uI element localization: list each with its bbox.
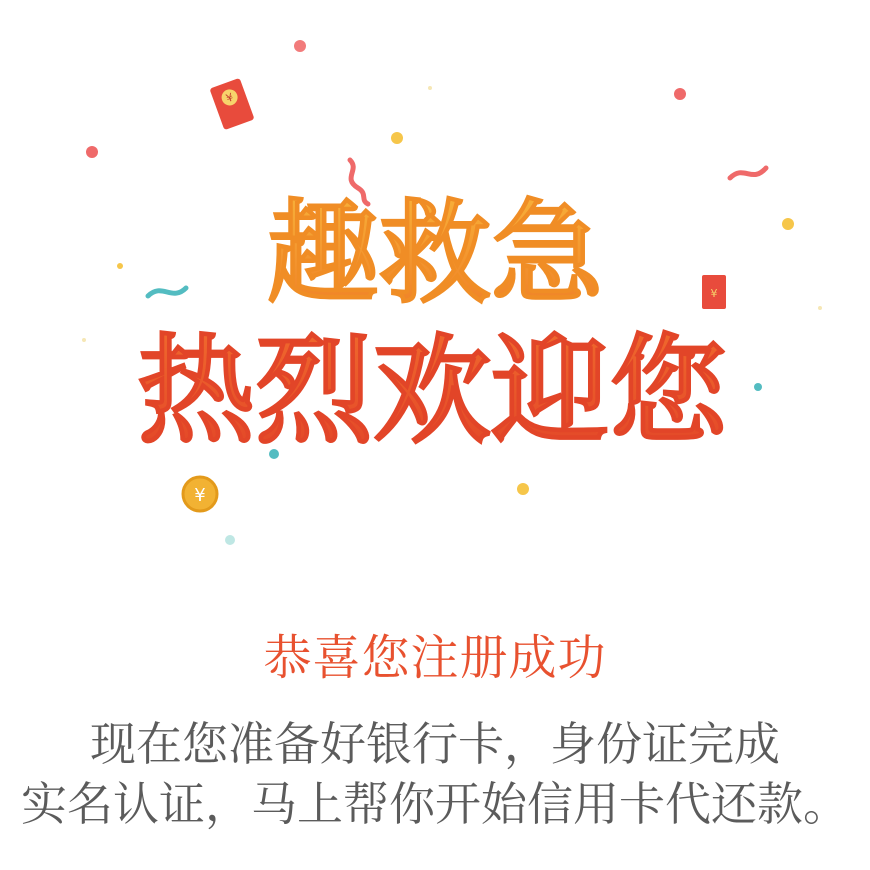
red-envelope-icon — [209, 78, 254, 130]
confetti-dot — [674, 88, 686, 100]
headline-brand: 趣救急 — [267, 189, 603, 319]
success-title: 恭喜您注册成功 — [263, 630, 607, 686]
confetti-dot — [86, 146, 98, 158]
yuan-symbol: ¥ — [224, 90, 236, 106]
confetti-dot — [782, 218, 794, 230]
ribbon-icon — [730, 168, 766, 178]
red-envelope-icon — [702, 275, 726, 309]
yuan-symbol: ¥ — [194, 485, 206, 506]
instruction-line: 实名认证，马上帮你开始信用卡代还款。 — [21, 777, 849, 831]
confetti-dot — [428, 86, 432, 90]
confetti-dot — [754, 383, 762, 391]
yuan-symbol: ¥ — [710, 287, 718, 300]
confetti-dot — [391, 132, 403, 144]
confetti-dot — [294, 40, 306, 52]
instruction-line: 现在您准备好银行卡，身份证完成 — [90, 717, 780, 771]
ribbon-icon — [148, 288, 186, 296]
confetti-dot — [82, 338, 86, 342]
confetti-dot — [117, 263, 123, 269]
coin-icon — [183, 477, 217, 511]
headline-welcome: 热烈欢迎您 — [136, 322, 728, 460]
confetti-dot — [818, 306, 822, 310]
instruction-text — [0, 714, 870, 834]
confetti-dot — [225, 535, 235, 545]
confetti-dot — [517, 483, 529, 495]
